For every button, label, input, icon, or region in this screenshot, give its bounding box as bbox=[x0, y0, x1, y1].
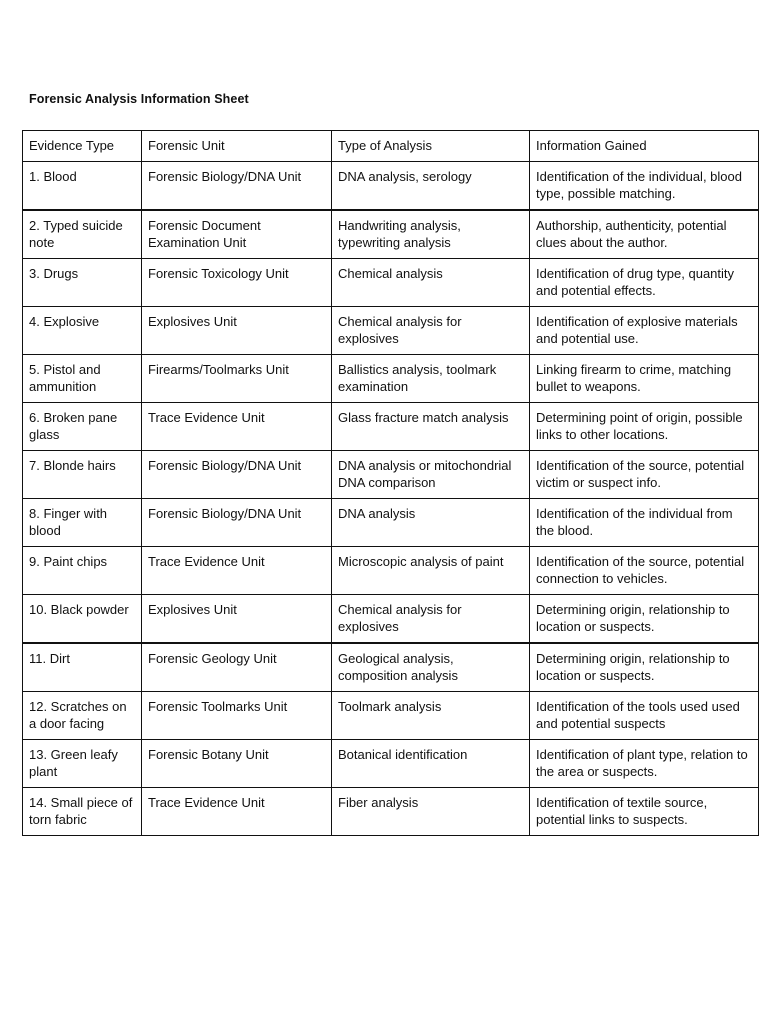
evidence-type-cell: 8. Finger with blood bbox=[23, 499, 142, 547]
information-gained-cell: Identification of textile source, potential links to suspects. bbox=[530, 788, 759, 836]
analysis-type-cell: Botanical identification bbox=[332, 740, 530, 788]
evidence-type-cell: 3. Drugs bbox=[23, 259, 142, 307]
evidence-type-cell: 14. Small piece of torn fabric bbox=[23, 788, 142, 836]
table-row bbox=[23, 788, 759, 836]
analysis-type-cell: DNA analysis or mitochondrial DNA comparison bbox=[332, 451, 530, 499]
header-information-gained: Information Gained bbox=[530, 131, 759, 162]
evidence-type-cell: 13. Green leafy plant bbox=[23, 740, 142, 788]
evidence-type-cell: 7. Blonde hairs bbox=[23, 451, 142, 499]
table-row bbox=[23, 451, 759, 499]
header-evidence-type: Evidence Type bbox=[23, 131, 142, 162]
forensic-unit-cell: Forensic Biology/DNA Unit bbox=[142, 499, 332, 547]
table-row bbox=[23, 692, 759, 740]
analysis-type-cell: Fiber analysis bbox=[332, 788, 530, 836]
information-gained-cell: Determining origin, relationship to location or suspects. bbox=[530, 595, 759, 644]
forensic-unit-cell: Firearms/Toolmarks Unit bbox=[142, 355, 332, 403]
table-row bbox=[23, 740, 759, 788]
information-gained-cell: Identification of the individual from the blood. bbox=[530, 499, 759, 547]
evidence-type-cell: 6. Broken pane glass bbox=[23, 403, 142, 451]
information-gained-cell: Determining origin, relationship to location or suspects. bbox=[530, 643, 759, 692]
analysis-type-cell: Chemical analysis for explosives bbox=[332, 307, 530, 355]
evidence-type-cell: 4. Explosive bbox=[23, 307, 142, 355]
analysis-type-cell: Microscopic analysis of paint bbox=[332, 547, 530, 595]
forensic-unit-cell: Forensic Botany Unit bbox=[142, 740, 332, 788]
forensic-unit-cell: Forensic Toolmarks Unit bbox=[142, 692, 332, 740]
forensic-unit-cell: Forensic Geology Unit bbox=[142, 643, 332, 692]
evidence-type-cell: 5. Pistol and ammunition bbox=[23, 355, 142, 403]
analysis-type-cell: Geological analysis, composition analysis bbox=[332, 643, 530, 692]
information-gained-cell: Identification of plant type, relation to the area or suspects. bbox=[530, 740, 759, 788]
information-gained-cell: Identification of the source, potential connection to vehicles. bbox=[530, 547, 759, 595]
analysis-type-cell: Toolmark analysis bbox=[332, 692, 530, 740]
information-gained-cell: Authorship, authenticity, potential clues about the author. bbox=[530, 210, 759, 259]
forensic-unit-cell: Forensic Biology/DNA Unit bbox=[142, 451, 332, 499]
table-row bbox=[23, 595, 759, 644]
table-row bbox=[23, 403, 759, 451]
forensic-unit-cell: Trace Evidence Unit bbox=[142, 403, 332, 451]
evidence-type-cell: 1. Blood bbox=[23, 162, 142, 211]
analysis-type-cell: Chemical analysis for explosives bbox=[332, 595, 530, 644]
table-row bbox=[23, 307, 759, 355]
information-gained-cell: Identification of the tools used used and potential suspects bbox=[530, 692, 759, 740]
header-type-of-analysis: Type of Analysis bbox=[332, 131, 530, 162]
analysis-type-cell: DNA analysis, serology bbox=[332, 162, 530, 211]
table-header-row bbox=[23, 131, 759, 162]
table-row bbox=[23, 210, 759, 259]
information-gained-cell: Identification of drug type, quantity and potential effects. bbox=[530, 259, 759, 307]
table-row bbox=[23, 499, 759, 547]
information-gained-cell: Identification of explosive materials and potential use. bbox=[530, 307, 759, 355]
information-gained-cell: Linking firearm to crime, matching bullet to weapons. bbox=[530, 355, 759, 403]
page-title: Forensic Analysis Information Sheet bbox=[29, 92, 249, 106]
analysis-type-cell: Glass fracture match analysis bbox=[332, 403, 530, 451]
table-row bbox=[23, 355, 759, 403]
forensic-unit-cell: Trace Evidence Unit bbox=[142, 788, 332, 836]
forensic-unit-cell: Explosives Unit bbox=[142, 307, 332, 355]
forensic-unit-cell: Forensic Document Examination Unit bbox=[142, 210, 332, 259]
analysis-type-cell: Chemical analysis bbox=[332, 259, 530, 307]
information-gained-cell: Determining point of origin, possible links to other locations. bbox=[530, 403, 759, 451]
forensic-unit-cell: Forensic Toxicology Unit bbox=[142, 259, 332, 307]
table-row bbox=[23, 259, 759, 307]
evidence-type-cell: 12. Scratches on a door facing bbox=[23, 692, 142, 740]
evidence-type-cell: 11. Dirt bbox=[23, 643, 142, 692]
evidence-type-cell: 10. Black powder bbox=[23, 595, 142, 644]
analysis-type-cell: Ballistics analysis, toolmark examination bbox=[332, 355, 530, 403]
analysis-type-cell: DNA analysis bbox=[332, 499, 530, 547]
forensic-analysis-table bbox=[22, 130, 759, 836]
analysis-type-cell: Handwriting analysis, typewriting analysis bbox=[332, 210, 530, 259]
table-row bbox=[23, 643, 759, 692]
table-row bbox=[23, 547, 759, 595]
information-gained-cell: Identification of the source, potential victim or suspect info. bbox=[530, 451, 759, 499]
table-row bbox=[23, 162, 759, 211]
forensic-unit-cell: Forensic Biology/DNA Unit bbox=[142, 162, 332, 211]
information-gained-cell: Identification of the individual, blood type, possible matching. bbox=[530, 162, 759, 211]
forensic-unit-cell: Explosives Unit bbox=[142, 595, 332, 644]
header-forensic-unit: Forensic Unit bbox=[142, 131, 332, 162]
evidence-type-cell: 2. Typed suicide note bbox=[23, 210, 142, 259]
forensic-unit-cell: Trace Evidence Unit bbox=[142, 547, 332, 595]
evidence-type-cell: 9. Paint chips bbox=[23, 547, 142, 595]
